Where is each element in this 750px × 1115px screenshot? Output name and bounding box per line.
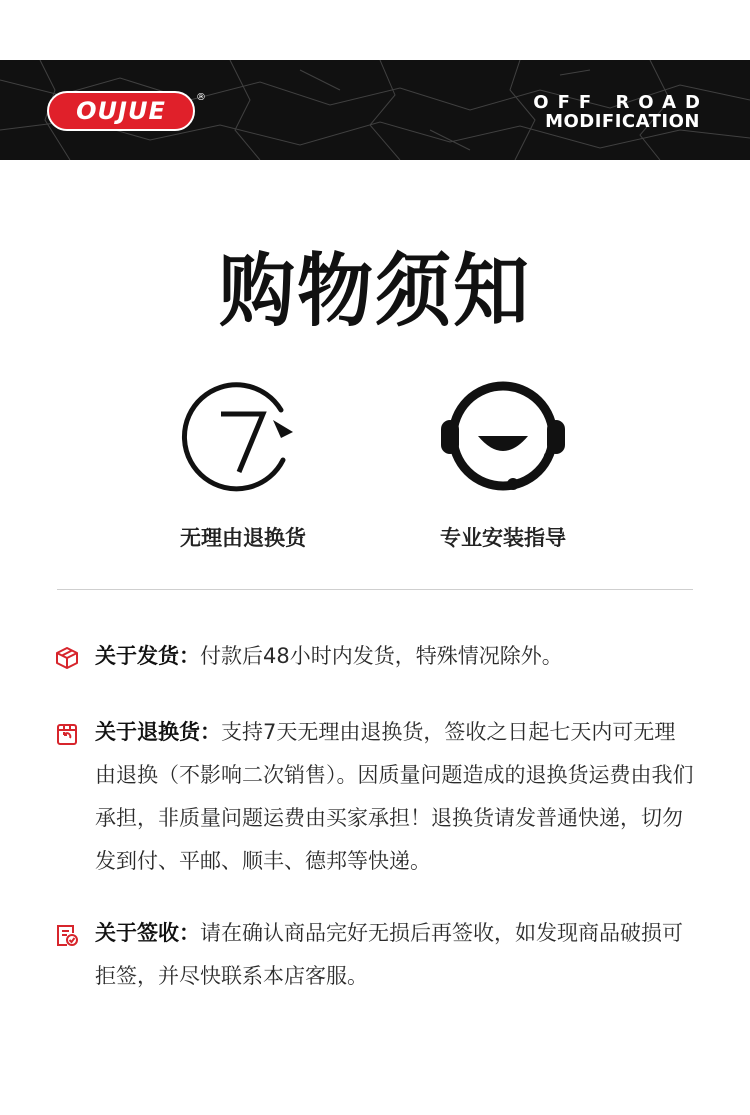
customer-service-headset-icon	[433, 380, 573, 496]
registered-mark: ®	[196, 92, 206, 103]
feature-return-policy	[143, 380, 343, 552]
package-box-icon	[55, 646, 79, 670]
notice-heading: 关于签收：	[95, 921, 200, 945]
notice-shipping	[55, 635, 695, 678]
notice-text: 付款后48小时内发货，特殊情况除外。	[200, 644, 563, 668]
tagline-line1: OFF ROAD	[533, 92, 709, 113]
notice-heading: 关于发货：	[95, 644, 200, 668]
sign-receipt-icon	[55, 923, 79, 947]
notice-text: 请在确认商品完好无损后再签收，如发现商品破损可拒签，并尽快联系本店客服。	[95, 921, 683, 988]
section-divider	[57, 589, 693, 590]
seven-day-return-icon	[181, 380, 305, 496]
header-banner	[0, 60, 750, 160]
return-box-icon	[55, 722, 79, 746]
notice-returns	[55, 711, 695, 883]
brand-logo[interactable]	[46, 90, 204, 132]
notice-heading: 关于退换货：	[95, 720, 221, 744]
notice-text: 支持7天无理由退换货，签收之日起七天内可无理由退换（不影响二次销售）。因质量问题造成的退换货运费由我们承担，非质量问题运费由买家承担！退换货请发普通快递，切勿发到付、平邮、顺丰、德邦等快递。	[95, 720, 694, 873]
tagline-line2: MODIFICATION	[545, 111, 700, 132]
feature-label-return: 无理由退换货	[180, 526, 306, 550]
notice-receipt	[55, 912, 695, 998]
feature-installation-guide	[403, 380, 603, 552]
page-title: 购物须知	[219, 243, 531, 338]
feature-label-install: 专业安装指导	[440, 526, 566, 550]
logo-text: OUJUE	[76, 97, 166, 125]
